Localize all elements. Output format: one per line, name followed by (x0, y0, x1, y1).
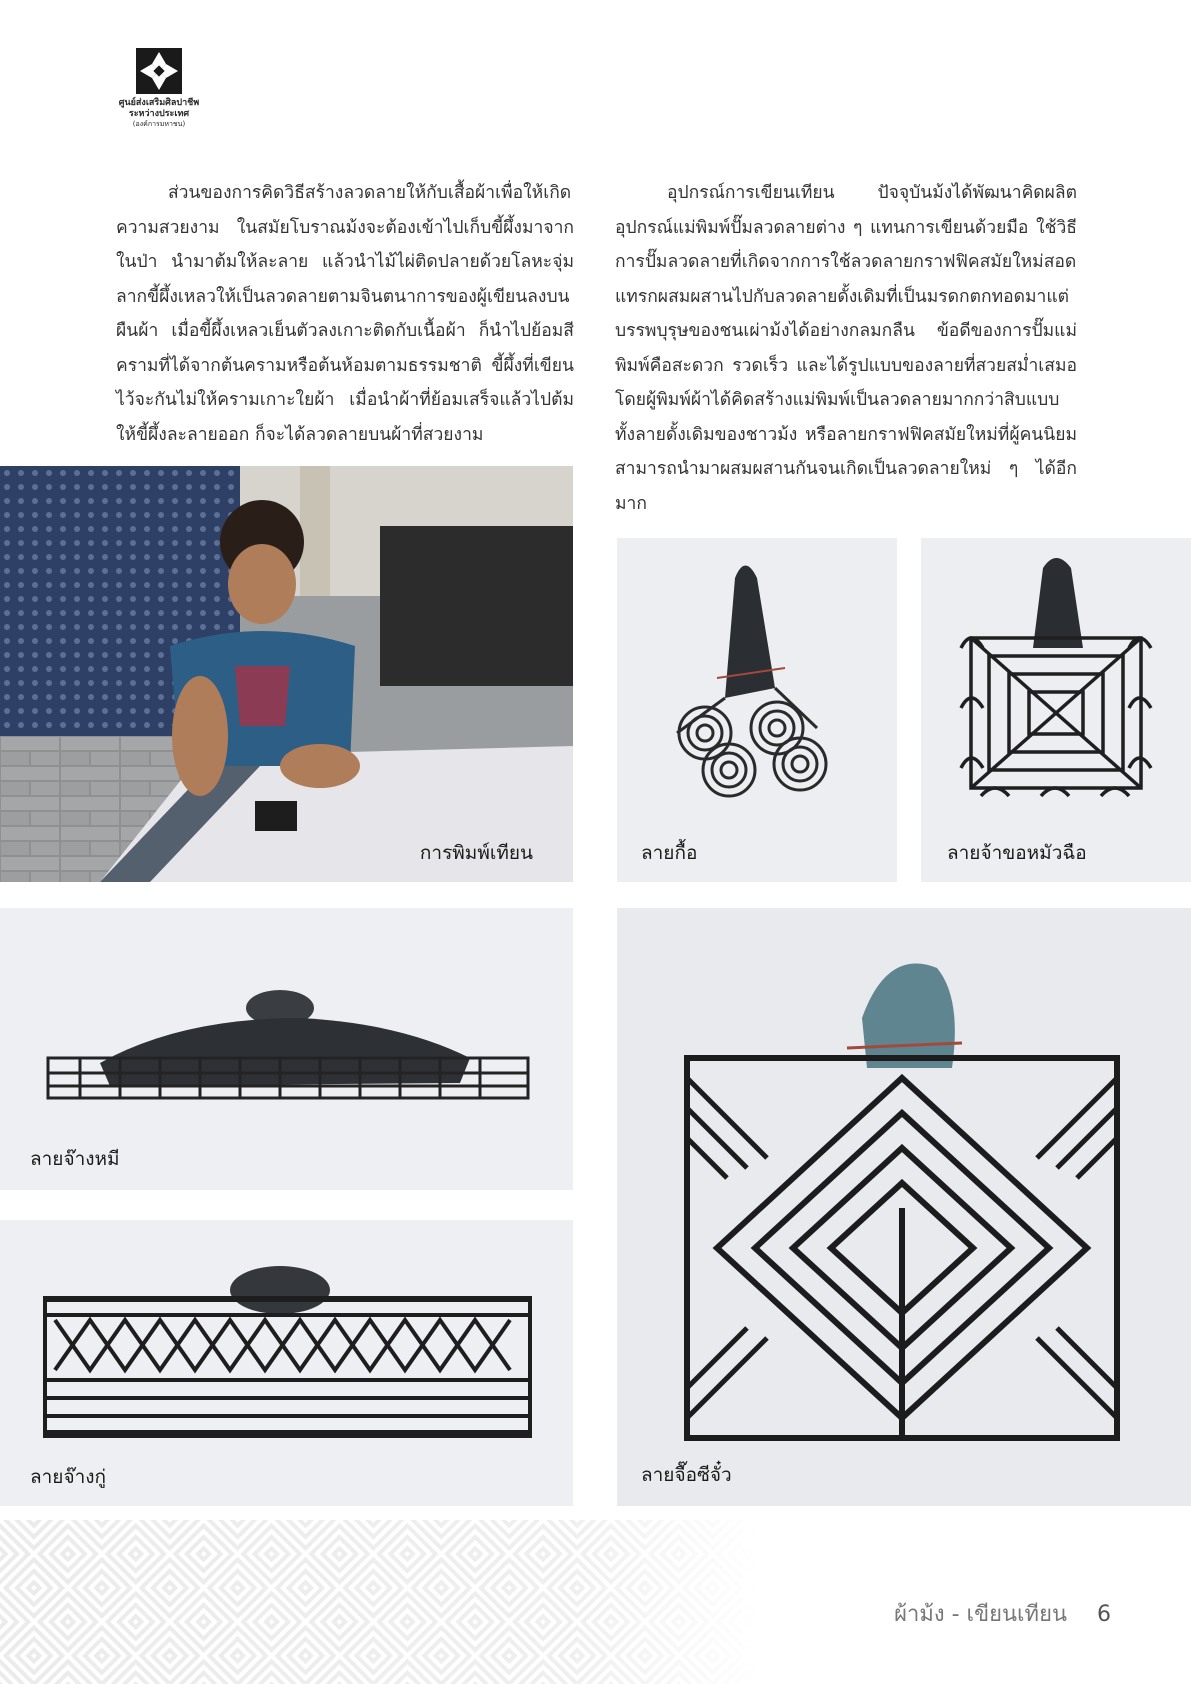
logo-line-1: ศูนย์ส่งเสริมศิลปาชีพ (118, 98, 200, 108)
photo-lai-ko (617, 538, 897, 882)
logo-mark-icon (136, 48, 182, 94)
page-number: 6 (1097, 1602, 1111, 1627)
paragraph-left-text: ส่วนของการคิดวิธีสร้างลวดลายให้กับเสื้อผ้าเพื่อให้เกิดความสวยงาม ในสมัยโบราณม้งจะต้องเข้าไปเก็บขี้ผึ้งมาจากในป่า นำมาต้มให้ละลาย แล้วนำไม้ไผ่ติดปลายด้วยโลหะจุ่มลากขี้ผึ้งเหลวให้เป็นลวดลายตามจินตนาการของผู้เขียนลงบนผืนผ้า เมื่อขี้ผึ้งเหลวเย็นตัวลงเกาะติดกับเนื้อผ้า ก็นำไปย้อมสีครามที่ได้จากต้นครามหรือต้นห้อมตามธรรมชาติ ขี้ผึ้งที่เขียนไว้จะกันไม่ให้ครามเกาะใยผ้า เมื่อนำผ้าที่ย้อมเสร็จแล้วไปต้มให้ขี้ผึ้งละลายออก ก็จะได้ลวดลายบนผ้าที่สวยงาม (116, 183, 574, 445)
footer-title: ผ้าม้ง - เขียนเทียน (894, 1602, 1067, 1627)
photo-wax-printing (0, 466, 573, 882)
logo-line-3: (องค์การมหาชน) (132, 120, 186, 128)
page-footer (894, 1596, 1111, 1631)
caption-lai-cha: ลายจ้าขอหมัวฉือ (947, 842, 1087, 864)
caption-printing: การพิมพ์เทียน (419, 842, 533, 864)
caption-lai-ko: ลายกื้อ (641, 842, 698, 864)
photo-lai-chang-mi (0, 908, 573, 1190)
paragraph-right (615, 176, 1077, 521)
caption-lai-chang-mi: ลายจ๊างหมี (30, 1148, 120, 1170)
decorative-pattern (0, 1520, 760, 1684)
logo (108, 48, 210, 129)
caption-lai-chang-koo: ลายจ๊างกู่ (30, 1466, 107, 1488)
caption-lai-jue: ลายจื๊อซีจั๋ว (641, 1464, 732, 1486)
paragraph-right-text: อุปกรณ์การเขียนเทียน ปัจจุบันม้งได้พัฒนาคิดผลิตอุปกรณ์แม่พิมพ์ปั๊มลวดลายต่าง ๆ แทนการเขียนด้วยมือ ใช้วิธีการปั๊มลวดลายที่เกิดจากการใช้ลวดลายกราฟฟิคสมัยใหม่สอดแทรกผสมผสานไปกับลวดลายดั้งเดิมที่เป็นมรดกตกทอดมาแต่บรรพบุรุษของชนเผ่าม้งได้อย่างกลมกลืน ข้อดีของการปั๊มแม่พิมพ์คือสะดวก รวดเร็ว และได้รูปแบบของลายที่สวยสม่ำเสมอ โดยผู้พิมพ์ผ้าได้คิดสร้างแม่พิมพ์เป็นลวดลายมากกว่าสิบแบบ ทั้งลายดั้งเดิมของชาวม้ง หรือลายกราฟฟิคสมัยใหม่ที่ผู้คนนิยม สามารถนำมาผสมผสานกันจนเกิดเป็นลวดลายใหม่ ๆ ได้อีกมาก (615, 183, 1077, 514)
photo-lai-chang-koo (0, 1220, 573, 1506)
photo-lai-cha (921, 538, 1191, 882)
logo-line-2: ระหว่างประเทศ (128, 109, 190, 119)
paragraph-left (116, 176, 574, 452)
photo-lai-jue (617, 908, 1191, 1506)
